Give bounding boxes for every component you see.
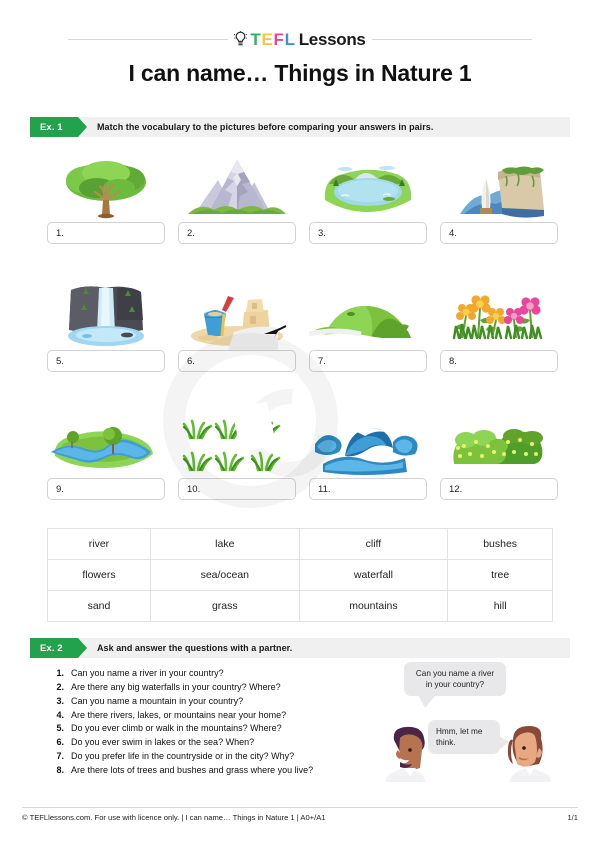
- woman-avatar: [505, 724, 555, 787]
- vocab-cell: tree: [448, 560, 553, 591]
- exercise-2-tag: Ex. 2: [30, 638, 78, 658]
- question-number: 7.: [56, 751, 64, 762]
- question-text: Are there lots of trees and bushes and grass where you live?: [71, 764, 314, 775]
- sea-ocean-image: [309, 408, 427, 478]
- question-item: [46, 696, 376, 707]
- logo-letter-t: T: [250, 29, 261, 49]
- flowers-image: [440, 280, 558, 350]
- lake-image: [309, 152, 427, 222]
- answer-box-4[interactable]: 4.: [440, 222, 558, 244]
- exercise-1-banner: [30, 117, 570, 137]
- vocab-cell: river: [48, 529, 151, 560]
- answer-box-7[interactable]: 7.: [309, 350, 427, 372]
- header-rule-left: [68, 39, 228, 40]
- picture-cell-11: [309, 408, 427, 500]
- brand-header: [0, 28, 600, 50]
- exercise-2-banner: [30, 638, 570, 658]
- question-item: [46, 765, 376, 776]
- question-number: 3.: [56, 695, 64, 706]
- picture-cell-10: [178, 408, 296, 500]
- page-title: I can name… Things in Nature 1: [128, 60, 472, 86]
- picture-row: [47, 280, 553, 372]
- picture-cell-5: [47, 280, 165, 372]
- vocab-cell: bushes: [448, 529, 553, 560]
- vocabulary-table: [47, 528, 553, 622]
- vocab-cell: grass: [150, 591, 299, 622]
- question-text: Are there rivers, lakes, or mountains near your home?: [71, 709, 287, 720]
- answer-box-9[interactable]: 9.: [47, 478, 165, 500]
- question-list: [46, 668, 376, 779]
- table-row: [48, 560, 553, 591]
- question-text: Can you name a mountain in your country?: [71, 695, 244, 706]
- footer-divider: [22, 807, 578, 808]
- river-image: [47, 408, 165, 478]
- logo-letter-f: F: [273, 29, 284, 49]
- picture-cell-2: [178, 152, 296, 244]
- vocab-cell: sea/ocean: [150, 560, 299, 591]
- logo-letter-e: E: [261, 29, 273, 49]
- cliff-image: [440, 152, 558, 222]
- picture-row: [47, 408, 553, 500]
- answer-box-8[interactable]: 8.: [440, 350, 558, 372]
- tefl-lessons-logo: [234, 31, 365, 48]
- question-number: 2.: [56, 681, 64, 692]
- picture-row: [47, 152, 553, 244]
- answer-box-5[interactable]: 5.: [47, 350, 165, 372]
- footer-copyright: © TEFLlessons.com. For use with licence only. | I can name… Things in Nature 1 | A0+/A1: [22, 813, 326, 822]
- answer-box-3[interactable]: 3.: [309, 222, 427, 244]
- page-footer: [22, 813, 578, 822]
- question-text: Can you name a river in your country?: [71, 668, 224, 678]
- question-number: 8.: [56, 764, 64, 775]
- exercise-1-instruction: Match the vocabulary to the pictures before comparing your answers in pairs.: [97, 122, 434, 132]
- grass-image: [178, 408, 296, 478]
- conversation-illustration: [380, 662, 555, 787]
- vocab-cell: lake: [150, 529, 299, 560]
- question-text: Do you ever climb or walk in the mountains? Where?: [71, 723, 282, 734]
- hill-image: [309, 280, 427, 350]
- vocab-cell: waterfall: [299, 560, 448, 591]
- speech-bubble-question: Can you name a river in your country?: [404, 662, 506, 696]
- question-number: 6.: [56, 737, 64, 748]
- picture-cell-3: [309, 152, 427, 244]
- footer-page-number: 1/1: [567, 813, 578, 822]
- table-row: [48, 529, 553, 560]
- answer-box-11[interactable]: 11.: [309, 478, 427, 500]
- picture-cell-8: [440, 280, 558, 372]
- waterfall-image: [47, 280, 165, 350]
- table-row: [48, 591, 553, 622]
- question-text: Do you ever swim in lakes or the sea? When?: [71, 737, 255, 748]
- vocab-cell: mountains: [299, 591, 448, 622]
- question-item: [46, 723, 376, 734]
- question-item: [46, 751, 376, 762]
- question-text: Do you prefer life in the countryside or in the city? Why?: [71, 751, 295, 762]
- answer-box-1[interactable]: 1.: [47, 222, 165, 244]
- picture-cell-6: [178, 280, 296, 372]
- question-number: 4.: [56, 709, 64, 720]
- header-rule-right: [372, 39, 532, 40]
- exercise-1-tag: Ex. 1: [30, 117, 78, 137]
- question-number: 1.: [56, 668, 64, 678]
- tree-image: [47, 152, 165, 222]
- picture-cell-1: [47, 152, 165, 244]
- man-avatar: [380, 724, 432, 787]
- speech-bubble-answer: Hmm, let me think.: [428, 720, 500, 754]
- question-item: [46, 737, 376, 748]
- picture-cell-9: [47, 408, 165, 500]
- sand-image: [178, 280, 296, 350]
- answer-box-6[interactable]: 6.: [178, 350, 296, 372]
- picture-cell-4: [440, 152, 558, 244]
- vocab-cell: hill: [448, 591, 553, 622]
- picture-cell-12: [440, 408, 558, 500]
- picture-grid: [47, 152, 553, 506]
- lightbulb-icon: [234, 31, 247, 47]
- exercise-2-instruction: Ask and answer the questions with a partner.: [97, 643, 293, 653]
- question-number: 5.: [56, 723, 64, 734]
- vocab-cell: flowers: [48, 560, 151, 591]
- logo-word-lessons: Lessons: [298, 29, 366, 49]
- answer-box-12[interactable]: 12.: [440, 478, 558, 500]
- bushes-image: [440, 408, 558, 478]
- answer-box-10[interactable]: 10.: [178, 478, 296, 500]
- question-item: [46, 710, 376, 721]
- vocab-cell: sand: [48, 591, 151, 622]
- question-item: [46, 682, 376, 693]
- question-text: Are there any big waterfalls in your country? Where?: [71, 681, 281, 692]
- logo-letter-l: L: [284, 29, 295, 49]
- mountains-image: [178, 152, 296, 222]
- vocab-cell: cliff: [299, 529, 448, 560]
- picture-cell-7: [309, 280, 427, 372]
- answer-box-2[interactable]: 2.: [178, 222, 296, 244]
- question-item: [46, 668, 376, 679]
